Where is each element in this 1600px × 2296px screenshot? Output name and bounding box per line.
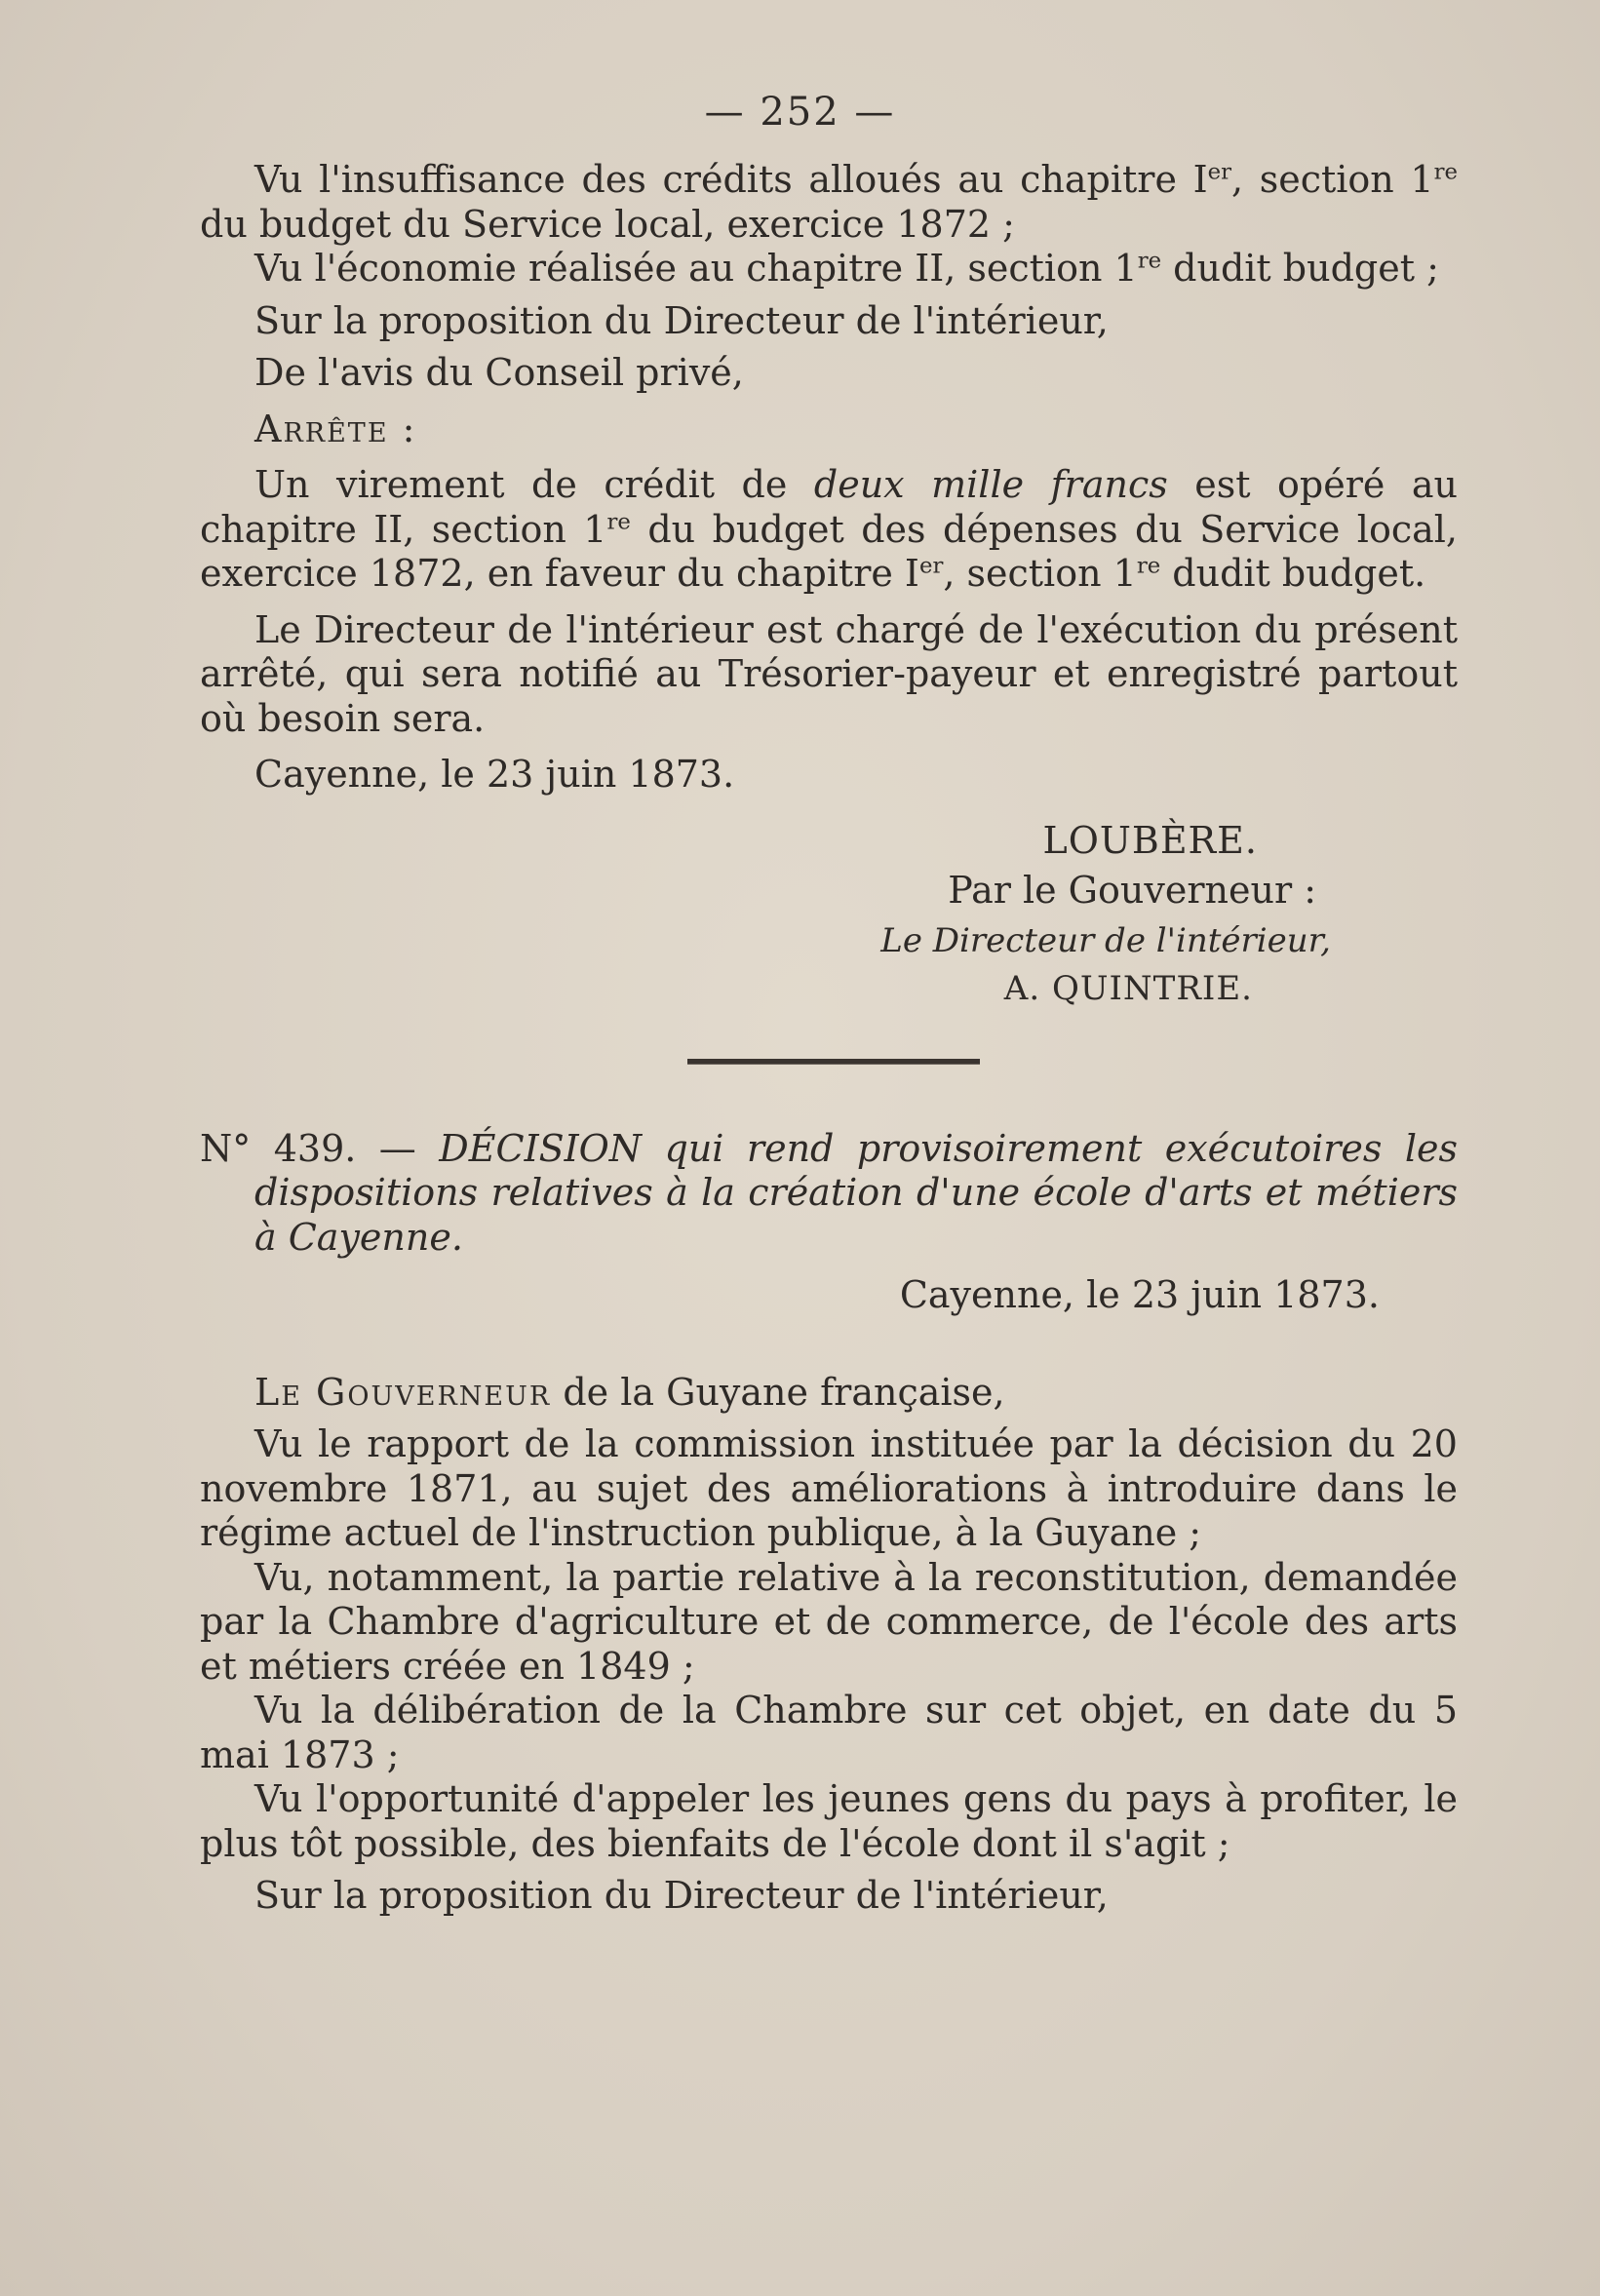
article-text: Un virement de crédit de — [254, 463, 814, 506]
signatory-name: LOUBÈRE. — [1042, 818, 1258, 862]
director-name: A. QUINTRIE. — [1003, 969, 1253, 1008]
by-governor: Par le Gouverneur : — [948, 869, 1316, 912]
article-2: Le Directeur de l'intérieur est chargé de l'exécution du présent arrêté, qui sera notifié au Trésorier-payeur et enregistré partout où besoin sera. — [200, 607, 1458, 740]
considerant-text: , section 1 — [1230, 158, 1434, 201]
superscript: re — [1136, 553, 1161, 579]
article-text: est opéré au chapitre II, section 1 — [200, 463, 1459, 551]
superscript: er — [918, 553, 944, 579]
article-text: du budget des dépenses du Service local, exercice 1872, en faveur du chapitre I — [200, 507, 1458, 595]
considerant-credits — [200, 158, 1458, 247]
decision-title: DÉCISION qui rend provisoirement exécutoires les dispositions relatives à la création d'une école d'arts et métiers à Cayenne. — [254, 1126, 1458, 1259]
article-emphasis: deux mille francs — [813, 463, 1168, 506]
superscript: re — [1433, 159, 1458, 185]
proposition-line: Sur la proposition du Directeur de l'intérieur, — [254, 298, 1109, 342]
avis-line: De l'avis du Conseil privé, — [254, 351, 744, 394]
considerant-economie — [200, 247, 1458, 292]
superscript: re — [606, 508, 631, 534]
arrete-date: Cayenne, le 23 juin 1873. — [254, 753, 735, 796]
decision-paragraph: Vu l'opportunité d'appeler les jeunes gens du pays à profiter, le plus tôt possible, des bienfaits de l'école dont il s'agit ; — [200, 1777, 1458, 1865]
decision-paragraph: Vu, notamment, la partie relative à la reconstitution, demandée par la Chambre d'agriculture et de commerce, de l'école des arts et métiers créée en 1849 ; — [200, 1555, 1458, 1688]
director-title: Le Directeur de l'intérieur, — [880, 920, 1331, 960]
decision-paragraph: Vu la délibération de la Chambre sur cet objet, en date du 5 mai 1873 ; — [200, 1689, 1458, 1776]
decision-heading — [200, 1127, 1458, 1261]
page-number: — 252 — — [704, 90, 896, 135]
decision-date: Cayenne, le 23 juin 1873. — [899, 1273, 1380, 1316]
decision-paragraph: Vu le rapport de la commission instituée par la décision du 20 novembre 1871, au sujet des améliorations à introduire dans le régime actuel de l'instruction publique, à la Guyane ; — [200, 1422, 1458, 1554]
arrete-label: Arrête : — [254, 407, 417, 450]
considerant-text: du budget du Service local, exercice 1872 ; — [200, 202, 1015, 246]
gouverneur-label: Le Gouverneur — [254, 1370, 552, 1414]
decision-paragraph: Sur la proposition du Directeur de l'intérieur, — [254, 1874, 1109, 1917]
superscript: er — [1207, 159, 1231, 185]
section-divider — [687, 1059, 980, 1065]
page-content — [200, 158, 1458, 1919]
article-text: dudit budget. — [1160, 552, 1426, 595]
gouverneur-rest: de la Guyane française, — [551, 1370, 1005, 1414]
superscript: re — [1137, 248, 1162, 274]
article-1 — [200, 463, 1458, 597]
gouverneur-line — [200, 1371, 1458, 1416]
decision-number: N° 439. — — [200, 1126, 416, 1170]
considerant-text: dudit budget ; — [1161, 247, 1439, 290]
article-text: , section 1 — [943, 552, 1137, 595]
considerant-text: Vu l'insuffisance des crédits alloués au chapitre I — [254, 158, 1208, 201]
considerant-text: Vu l'économie réalisée au chapitre II, section 1 — [254, 247, 1138, 290]
